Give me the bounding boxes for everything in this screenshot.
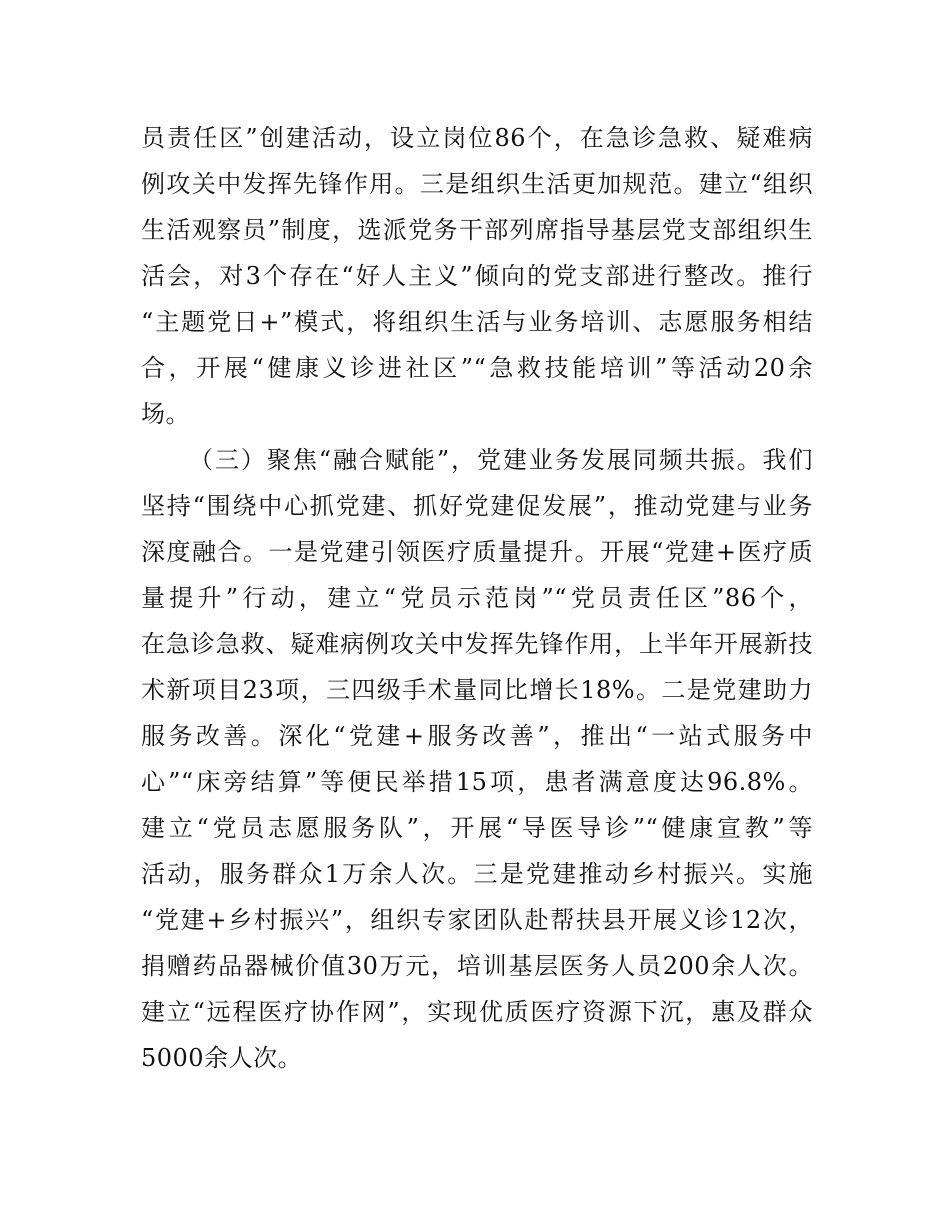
paragraph-2-line: 活动，服务群众1万余人次。三是党建推动乡村振兴。实施 <box>141 860 813 888</box>
paragraph-2-line: 5000余人次。 <box>141 1044 303 1072</box>
paragraph-1-line: 例攻关中发挥先锋作用。三是组织生活更加规范。建立“组织 <box>141 170 813 198</box>
paragraph-1-line: “主题党日+”模式，将组织生活与业务培训、志愿服务相结 <box>141 308 813 336</box>
paragraph-2-line: 心”“床旁结算”等便民举措15项，患者满意度达96.8%。 <box>141 768 813 796</box>
paragraph-1-line: 合，开展“健康义诊进社区”“急救技能培训”等活动20余 <box>141 354 813 382</box>
paragraph-2-line: 在急诊急救、疑难病例攻关中发挥先锋作用，上半年开展新技 <box>141 630 813 658</box>
paragraph-2-first-line: （三）聚焦“融合赋能”，党建业务发展同频共振。我们 <box>189 446 813 474</box>
paragraph-1-line: 员责任区”创建活动，设立岗位86个，在急诊急救、疑难病 <box>141 124 813 152</box>
paragraph-2-line: 建立“党员志愿服务队”，开展“导医导诊”“健康宣教”等 <box>141 814 813 842</box>
paragraph-2-line: 服务改善。深化“党建+服务改善”，推出“一站式服务中 <box>141 722 813 750</box>
paragraph-2-line: 量提升”行动，建立“党员示范岗”“党员责任区”86个， <box>141 584 813 612</box>
paragraph-1-line: 场。 <box>141 400 190 428</box>
paragraph-1-line: 活会，对3个存在“好人主义”倾向的党支部进行整改。推行 <box>141 262 813 290</box>
paragraph-1-line: 生活观察员”制度，选派党务干部列席指导基层党支部组织生 <box>141 216 813 244</box>
paragraph-2-line: “党建+乡村振兴”，组织专家团队赴帮扶县开展义诊12次， <box>141 906 813 934</box>
paragraph-2-line: 建立“远程医疗协作网”，实现优质医疗资源下沉，惠及群众 <box>141 998 813 1026</box>
paragraph-2-line: 术新项目23项，三四级手术量同比增长18%。二是党建助力 <box>141 676 813 704</box>
paragraph-2-line: 深度融合。一是党建引领医疗质量提升。开展“党建+医疗质 <box>141 538 813 566</box>
paragraph-2-line: 捐赠药品器械价值30万元，培训基层医务人员200余人次。 <box>141 952 813 980</box>
paragraph-2-line: 坚持“围绕中心抓党建、抓好党建促发展”，推动党建与业务 <box>141 492 813 520</box>
